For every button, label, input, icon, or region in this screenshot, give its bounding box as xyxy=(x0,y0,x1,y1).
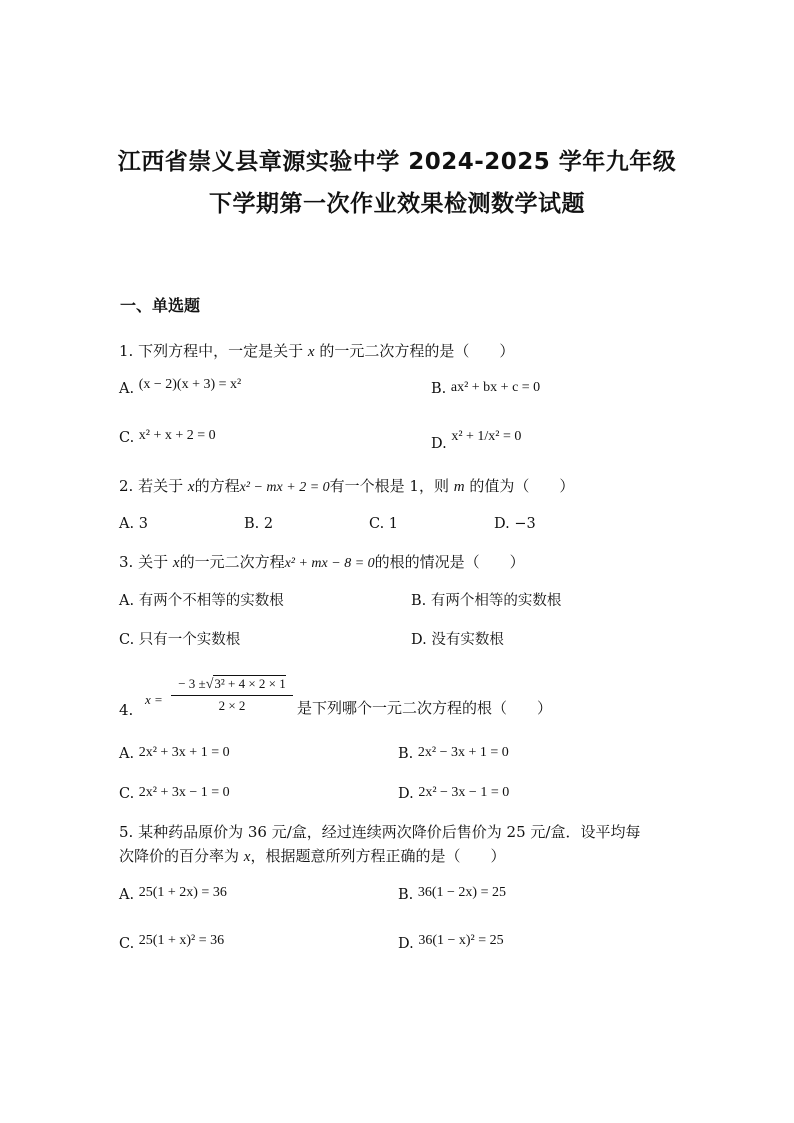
option-label: B. xyxy=(398,887,414,903)
stem-text: 某种药品原价为 36 元/盒，经过连续两次降价后售价为 25 元/盒．设平均每 xyxy=(138,823,641,841)
q5-option-b[interactable] xyxy=(398,885,506,906)
q3-option-a[interactable] xyxy=(119,591,284,611)
question-4-stem: 是下列哪个一元二次方程的根（ ） xyxy=(297,699,553,717)
q2-option-d[interactable] xyxy=(494,514,536,534)
option-label: A. xyxy=(119,516,135,532)
stem-variable: x xyxy=(187,479,195,495)
option-label: C. xyxy=(119,936,135,952)
option-math: 25(1 + 2x) = 36 xyxy=(138,885,227,900)
q1-option-d[interactable] xyxy=(431,429,522,455)
stem-variable: x xyxy=(243,849,251,865)
question-4-number: 4. xyxy=(119,701,134,719)
q4-option-a[interactable] xyxy=(119,744,230,765)
option-label: B. xyxy=(431,381,447,397)
option-label: D. xyxy=(411,632,427,648)
option-math: 2x² − 3x − 1 = 0 xyxy=(418,785,510,800)
option-math: 36(1 − x)² = 25 xyxy=(418,933,504,948)
q3-option-d[interactable] xyxy=(411,630,504,650)
stem-text: 的根的情况是（ ） xyxy=(374,553,525,571)
formula-radicand: 3² + 4 × 2 × 1 xyxy=(214,676,286,691)
option-math: x² + x + 2 = 0 xyxy=(138,428,216,443)
option-math: x² + 1/x² = 0 xyxy=(451,429,522,444)
stem-text: 的方程 xyxy=(194,477,240,495)
stem-math: x² + mx − 8 = 0 xyxy=(284,556,375,571)
formula-numerator xyxy=(171,676,293,693)
stem-text: 关于 xyxy=(138,553,169,571)
option-math: 2x² + 3x − 1 = 0 xyxy=(138,785,230,800)
q2-option-a[interactable] xyxy=(119,514,148,534)
option-label: D. xyxy=(398,936,414,952)
option-math: 25(1 + x)² = 36 xyxy=(138,933,225,948)
option-text: 有两个不相等的实数根 xyxy=(138,593,284,609)
formula-denominator: 2 × 2 xyxy=(218,698,246,713)
question-5-stem-line1 xyxy=(119,822,640,842)
formula-lhs: x = xyxy=(145,692,163,707)
stem-variable: x xyxy=(307,344,315,360)
option-label: D. xyxy=(431,436,447,452)
section-heading: 一、单选题 xyxy=(120,296,201,315)
q2-option-c[interactable] xyxy=(369,514,398,534)
q3-option-c[interactable] xyxy=(119,630,240,650)
stem-text: 有一个根是 1，则 xyxy=(329,477,449,495)
stem-text: 下列方程中，一定是关于 xyxy=(138,342,304,360)
question-number: 2. xyxy=(119,477,134,495)
option-label: D. xyxy=(494,516,510,532)
stem-text: 次降价的百分率为 xyxy=(119,847,240,865)
exam-title-line2: 下学期第一次作业效果检测数学试题 xyxy=(209,191,585,217)
stem-text: 的一元二次方程的是（ ） xyxy=(319,342,515,360)
stem-math: x² − mx + 2 = 0 xyxy=(239,480,330,495)
option-label: C. xyxy=(119,430,135,446)
q5-option-a[interactable] xyxy=(119,885,227,906)
q5-option-c[interactable] xyxy=(119,934,224,955)
option-label: B. xyxy=(398,746,414,762)
question-number: 1. xyxy=(119,342,134,360)
sqrt-sign: √ xyxy=(205,677,214,692)
exam-title-line1: 江西省崇义县章源实验中学 2024-2025 学年九年级 xyxy=(117,149,677,175)
fraction-bar xyxy=(171,695,293,696)
option-math: 2x² − 3x + 1 = 0 xyxy=(417,745,509,760)
option-label: A. xyxy=(119,887,135,903)
stem-variable: m xyxy=(453,479,465,495)
question-number: 5. xyxy=(119,823,134,841)
option-text: 有两个相等的实数根 xyxy=(430,593,562,609)
q1-option-b[interactable] xyxy=(431,379,540,400)
q3-option-b[interactable] xyxy=(411,591,561,611)
option-label: D. xyxy=(398,786,414,802)
option-label: C. xyxy=(119,786,135,802)
formula-num-prefix: − 3 ± xyxy=(178,676,206,691)
question-5-stem-line2 xyxy=(119,846,505,867)
stem-text: ，根据题意所列方程正确的是（ ） xyxy=(250,847,506,865)
option-math: (x − 2)(x + 3) = x² xyxy=(138,377,242,392)
q4-option-d[interactable] xyxy=(398,784,509,805)
q5-option-d[interactable] xyxy=(398,934,504,955)
question-number: 3. xyxy=(119,553,134,571)
q4-option-b[interactable] xyxy=(398,744,509,765)
option-math: ax² + bx + c = 0 xyxy=(450,380,541,395)
stem-text: 的一元二次方程 xyxy=(179,553,285,571)
option-label: A. xyxy=(119,381,135,397)
option-label: A. xyxy=(119,746,135,762)
option-label: B. xyxy=(244,516,260,532)
question-1-stem xyxy=(119,341,514,362)
stem-text: 若关于 xyxy=(138,477,184,495)
option-label: C. xyxy=(369,516,385,532)
option-math: 36(1 − 2x) = 25 xyxy=(417,885,506,900)
option-text: −3 xyxy=(514,516,536,532)
option-label: C. xyxy=(119,632,135,648)
q1-option-c[interactable] xyxy=(119,428,216,449)
q4-option-c[interactable] xyxy=(119,784,230,805)
option-math: 2x² + 3x + 1 = 0 xyxy=(138,745,230,760)
option-text: 3 xyxy=(138,516,148,532)
question-3-stem xyxy=(119,552,525,574)
option-label: A. xyxy=(119,593,135,609)
q1-option-a[interactable] xyxy=(119,379,241,400)
option-text: 没有实数根 xyxy=(431,632,504,648)
stem-variable: x xyxy=(172,555,180,571)
stem-text: 的值为（ ） xyxy=(469,477,575,495)
option-label: B. xyxy=(411,593,427,609)
q2-option-b[interactable] xyxy=(244,514,273,534)
question-2-stem xyxy=(119,476,574,498)
option-text: 只有一个实数根 xyxy=(138,632,241,648)
option-text: 1 xyxy=(388,516,399,532)
option-text: 2 xyxy=(263,516,274,532)
